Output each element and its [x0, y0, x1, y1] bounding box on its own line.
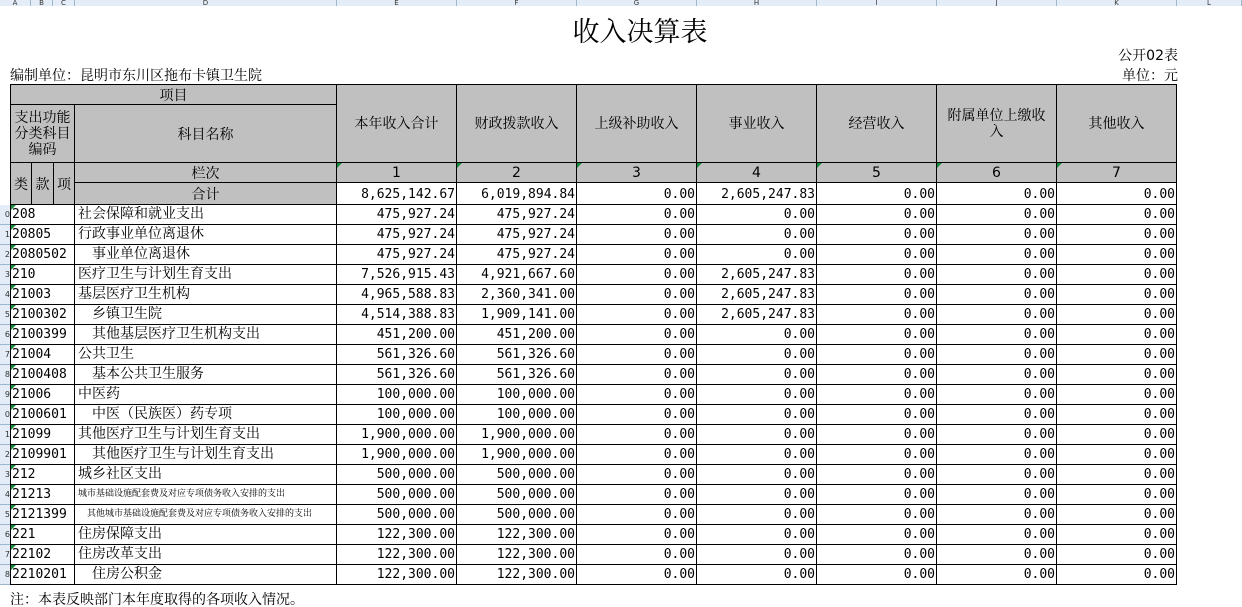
row-value-7[interactable]: 0.00: [1057, 365, 1177, 385]
row-value-7[interactable]: 0.00: [1057, 465, 1177, 485]
row-subject-name[interactable]: 事业单位离退休: [75, 245, 337, 265]
cell-marker-icon: [11, 205, 16, 210]
row-subject-name[interactable]: 中医药: [75, 385, 337, 405]
row-subject-name[interactable]: 其他基层医疗卫生机构支出: [75, 325, 337, 345]
row-value-4[interactable]: 0.00: [697, 365, 817, 385]
row-value-5[interactable]: 0.00: [817, 565, 937, 585]
row-number: 4: [0, 285, 10, 305]
row-value-2[interactable]: 122,300.00: [457, 525, 577, 545]
column-header-c[interactable]: C: [53, 0, 75, 6]
row-value-4[interactable]: 0.00: [697, 445, 817, 465]
row-value-2[interactable]: 100,000.00: [457, 405, 577, 425]
row-value-5[interactable]: 0.00: [817, 505, 937, 525]
header-column-2: 财政拨款收入: [457, 84, 577, 163]
row-value-2[interactable]: 561,326.60: [457, 365, 577, 385]
header-column-4: 事业收入: [697, 84, 817, 163]
row-number: 3: [0, 265, 10, 285]
cell-marker-icon: [11, 565, 16, 570]
column-header-l[interactable]: L: [1177, 0, 1242, 6]
row-value-1[interactable]: 451,200.00: [337, 325, 457, 345]
header-item: 项目: [10, 84, 337, 105]
row-value-3[interactable]: 0.00: [577, 525, 697, 545]
row-code[interactable]: 2100302: [10, 305, 75, 325]
row-value-4[interactable]: 0.00: [697, 385, 817, 405]
total-value-6[interactable]: 0.00: [937, 183, 1057, 205]
row-value-7[interactable]: 0.00: [1057, 445, 1177, 465]
row-subject-name[interactable]: 行政事业单位离退休: [75, 225, 337, 245]
row-number: 7: [0, 345, 10, 365]
row-number: 5: [0, 305, 10, 325]
row-value-7[interactable]: 0.00: [1057, 525, 1177, 545]
row-value-1[interactable]: 500,000.00: [337, 485, 457, 505]
row-value-5[interactable]: 0.00: [817, 465, 937, 485]
row-value-1[interactable]: 4,965,588.83: [337, 285, 457, 305]
cell-marker-icon: [337, 163, 342, 168]
row-value-5[interactable]: 0.00: [817, 365, 937, 385]
column-number-1: 1: [337, 163, 457, 183]
cell-marker-icon: [11, 225, 16, 230]
header-column-1: 本年收入合计: [337, 84, 457, 163]
header-column-3: 上级补助收入: [577, 84, 697, 163]
row-value-2[interactable]: 500,000.00: [457, 465, 577, 485]
header-xiang: 项: [54, 163, 75, 205]
row-value-6[interactable]: 0.00: [937, 485, 1057, 505]
row-subject-name[interactable]: 城乡社区支出: [75, 465, 337, 485]
row-value-7[interactable]: 0.00: [1057, 485, 1177, 505]
row-value-7[interactable]: 0.00: [1057, 425, 1177, 445]
row-value-6[interactable]: 0.00: [937, 505, 1057, 525]
row-value-4[interactable]: 0.00: [697, 405, 817, 425]
row-value-4[interactable]: 0.00: [697, 565, 817, 585]
row-value-1[interactable]: 475,927.24: [337, 245, 457, 265]
total-value-4[interactable]: 2,605,247.83: [697, 183, 817, 205]
cell-marker-icon: [11, 345, 16, 350]
column-header-i[interactable]: I: [817, 0, 937, 6]
cell-marker-icon: [577, 163, 582, 168]
row-value-2[interactable]: 500,000.00: [457, 505, 577, 525]
cell-marker-icon: [697, 163, 702, 168]
cell-marker-icon: [937, 163, 942, 168]
column-header-d[interactable]: D: [75, 0, 337, 6]
row-code[interactable]: 208: [10, 205, 75, 225]
row-subject-name[interactable]: 基本公共卫生服务: [75, 365, 337, 385]
cell-marker-icon: [11, 285, 16, 290]
column-header-e[interactable]: E: [337, 0, 457, 6]
row-value-1[interactable]: 1,900,000.00: [337, 425, 457, 445]
column-header-j[interactable]: J: [937, 0, 1057, 6]
row-value-1[interactable]: 122,300.00: [337, 545, 457, 565]
row-value-6[interactable]: 0.00: [937, 365, 1057, 385]
row-value-1[interactable]: 475,927.24: [337, 205, 457, 225]
row-value-2[interactable]: 475,927.24: [457, 205, 577, 225]
row-subject-name[interactable]: 医疗卫生与计划生育支出: [75, 265, 337, 285]
cell-marker-icon: [11, 305, 16, 310]
row-code[interactable]: 2100408: [10, 365, 75, 385]
row-value-3[interactable]: 0.00: [577, 285, 697, 305]
header-column-5: 经营收入: [817, 84, 937, 163]
row-code[interactable]: 2100399: [10, 325, 75, 345]
row-code[interactable]: 21099: [10, 425, 75, 445]
row-value-4[interactable]: 0.00: [697, 225, 817, 245]
row-value-7[interactable]: 0.00: [1057, 225, 1177, 245]
row-value-5[interactable]: 0.00: [817, 245, 937, 265]
row-value-6[interactable]: 0.00: [937, 525, 1057, 545]
cell-marker-icon: [11, 485, 16, 490]
row-value-6[interactable]: 0.00: [937, 565, 1057, 585]
row-value-3[interactable]: 0.00: [577, 365, 697, 385]
header-lanci: 栏次: [75, 163, 337, 183]
row-value-4[interactable]: 0.00: [697, 485, 817, 505]
row-value-7[interactable]: 0.00: [1057, 285, 1177, 305]
row-value-3[interactable]: 0.00: [577, 485, 697, 505]
row-value-1[interactable]: 122,300.00: [337, 565, 457, 585]
column-number-2: 2: [457, 163, 577, 183]
row-number: 2: [0, 445, 10, 465]
cell-marker-icon: [11, 425, 16, 430]
row-value-6[interactable]: 0.00: [937, 245, 1057, 265]
row-value-7[interactable]: 0.00: [1057, 345, 1177, 365]
row-number: 6: [0, 325, 10, 345]
cell-marker-icon: [11, 505, 16, 510]
row-value-2[interactable]: 100,000.00: [457, 385, 577, 405]
organization-label: 编制单位：昆明市东川区拖布卡镇卫生院: [10, 68, 262, 84]
row-value-6[interactable]: 0.00: [937, 545, 1057, 565]
row-subject-name[interactable]: 其他城市基础设施配套费及对应专项债务收入安排的支出: [75, 505, 337, 525]
row-value-2[interactable]: 451,200.00: [457, 325, 577, 345]
column-header-h[interactable]: H: [697, 0, 817, 6]
table-note: 注：本表反映部门本年度取得的各项收入情况。: [10, 592, 304, 607]
row-value-3[interactable]: 0.00: [577, 225, 697, 245]
row-value-6[interactable]: 0.00: [937, 385, 1057, 405]
row-value-6[interactable]: 0.00: [937, 305, 1057, 325]
cell-marker-icon: [11, 265, 16, 270]
row-code[interactable]: 21004: [10, 345, 75, 365]
row-code[interactable]: 2109901: [10, 445, 75, 465]
header-function-code: 支出功能分类科目编码: [10, 105, 75, 163]
row-value-3[interactable]: 0.00: [577, 325, 697, 345]
row-value-6[interactable]: 0.00: [937, 425, 1057, 445]
row-code[interactable]: 21213: [10, 485, 75, 505]
unit-label: 单位：元: [1122, 68, 1178, 84]
row-number: 1: [0, 425, 10, 445]
row-value-7[interactable]: 0.00: [1057, 545, 1177, 565]
row-value-4[interactable]: 0.00: [697, 345, 817, 365]
row-value-7[interactable]: 0.00: [1057, 565, 1177, 585]
row-subject-name[interactable]: 住房公积金: [75, 565, 337, 585]
row-value-2[interactable]: 1,900,000.00: [457, 445, 577, 465]
row-value-7[interactable]: 0.00: [1057, 245, 1177, 265]
row-value-4[interactable]: 2,605,247.83: [697, 265, 817, 285]
row-value-5[interactable]: 0.00: [817, 385, 937, 405]
header-column-6: 附属单位上缴收入: [937, 84, 1057, 163]
cell-marker-icon: [817, 163, 822, 168]
cell-marker-icon: [11, 545, 16, 550]
row-value-1[interactable]: 7,526,915.43: [337, 265, 457, 285]
column-number-6: 6: [937, 163, 1057, 183]
row-value-2[interactable]: 475,927.24: [457, 245, 577, 265]
row-value-4[interactable]: 0.00: [697, 205, 817, 225]
cell-marker-icon: [11, 465, 16, 470]
total-value-7[interactable]: 0.00: [1057, 183, 1177, 205]
row-value-4[interactable]: 2,605,247.83: [697, 285, 817, 305]
total-value-5[interactable]: 0.00: [817, 183, 937, 205]
row-value-1[interactable]: 100,000.00: [337, 405, 457, 425]
row-value-1[interactable]: 100,000.00: [337, 385, 457, 405]
row-value-5[interactable]: 0.00: [817, 285, 937, 305]
row-number: 0: [0, 405, 10, 425]
row-code[interactable]: 212: [10, 465, 75, 485]
row-value-1[interactable]: 500,000.00: [337, 505, 457, 525]
row-value-1[interactable]: 4,514,388.83: [337, 305, 457, 325]
row-code[interactable]: 2121399: [10, 505, 75, 525]
column-header-g[interactable]: G: [577, 0, 697, 6]
row-value-3[interactable]: 0.00: [577, 345, 697, 365]
row-value-4[interactable]: 0.00: [697, 525, 817, 545]
row-subject-name[interactable]: 基层医疗卫生机构: [75, 285, 337, 305]
row-number: 8: [0, 565, 10, 585]
row-value-6[interactable]: 0.00: [937, 285, 1057, 305]
row-code[interactable]: 21006: [10, 385, 75, 405]
row-number: 9: [0, 385, 10, 405]
row-subject-name[interactable]: 住房改革支出: [75, 545, 337, 565]
row-value-2[interactable]: 1,909,141.00: [457, 305, 577, 325]
row-value-3[interactable]: 0.00: [577, 565, 697, 585]
row-number: 0: [0, 205, 10, 225]
row-code[interactable]: 22102: [10, 545, 75, 565]
row-value-5[interactable]: 0.00: [817, 225, 937, 245]
row-value-7[interactable]: 0.00: [1057, 385, 1177, 405]
row-value-4[interactable]: 0.00: [697, 505, 817, 525]
column-header-a[interactable]: A: [0, 0, 31, 6]
column-number-7: 7: [1057, 163, 1177, 183]
row-subject-name[interactable]: 社会保障和就业支出: [75, 205, 337, 225]
row-value-3[interactable]: 0.00: [577, 425, 697, 445]
row-code[interactable]: 2080502: [10, 245, 75, 265]
row-value-4[interactable]: 0.00: [697, 545, 817, 565]
row-number: 6: [0, 525, 10, 545]
row-value-7[interactable]: 0.00: [1057, 405, 1177, 425]
row-value-1[interactable]: 561,326.60: [337, 365, 457, 385]
column-header-k[interactable]: K: [1057, 0, 1177, 6]
row-value-7[interactable]: 0.00: [1057, 325, 1177, 345]
column-header-b[interactable]: B: [31, 0, 53, 6]
row-value-3[interactable]: 0.00: [577, 305, 697, 325]
report-title: 收入决算表: [572, 17, 708, 46]
row-number: 8: [0, 365, 10, 385]
row-subject-name[interactable]: 住房保障支出: [75, 525, 337, 545]
cell-marker-icon: [11, 445, 16, 450]
row-number: 7: [0, 545, 10, 565]
row-value-5[interactable]: 0.00: [817, 265, 937, 285]
row-value-2[interactable]: 2,360,341.00: [457, 285, 577, 305]
header-subject-name: 科目名称: [75, 105, 337, 163]
row-value-3[interactable]: 0.00: [577, 385, 697, 405]
row-value-4[interactable]: 2,605,247.83: [697, 305, 817, 325]
column-number-5: 5: [817, 163, 937, 183]
cell-marker-icon: [11, 405, 16, 410]
row-subject-name[interactable]: 其他医疗卫生与计划生育支出: [75, 425, 337, 445]
cell-marker-icon: [11, 365, 16, 370]
row-code[interactable]: 2210201: [10, 565, 75, 585]
row-value-4[interactable]: 0.00: [697, 465, 817, 485]
row-value-3[interactable]: 0.00: [577, 265, 697, 285]
row-value-3[interactable]: 0.00: [577, 405, 697, 425]
row-value-2[interactable]: 561,326.60: [457, 345, 577, 365]
row-value-5[interactable]: 0.00: [817, 205, 937, 225]
row-value-6[interactable]: 0.00: [937, 465, 1057, 485]
row-value-7[interactable]: 0.00: [1057, 505, 1177, 525]
row-value-6[interactable]: 0.00: [937, 325, 1057, 345]
row-value-3[interactable]: 0.00: [577, 505, 697, 525]
row-value-3[interactable]: 0.00: [577, 465, 697, 485]
row-value-7[interactable]: 0.00: [1057, 205, 1177, 225]
row-value-2[interactable]: 122,300.00: [457, 565, 577, 585]
row-code[interactable]: 210: [10, 265, 75, 285]
row-value-6[interactable]: 0.00: [937, 405, 1057, 425]
total-label: 合计: [75, 183, 337, 205]
row-value-1[interactable]: 500,000.00: [337, 465, 457, 485]
row-value-5[interactable]: 0.00: [817, 545, 937, 565]
row-value-3[interactable]: 0.00: [577, 205, 697, 225]
row-value-4[interactable]: 0.00: [697, 325, 817, 345]
row-value-6[interactable]: 0.00: [937, 445, 1057, 465]
row-value-1[interactable]: 561,326.60: [337, 345, 457, 365]
form-number: 公开02表: [1118, 48, 1178, 64]
row-value-4[interactable]: 0.00: [697, 245, 817, 265]
total-value-3[interactable]: 0.00: [577, 183, 697, 205]
row-subject-name[interactable]: 中医（民族医）药专项: [75, 405, 337, 425]
header-kuan: 款: [32, 163, 54, 205]
row-value-3[interactable]: 0.00: [577, 245, 697, 265]
row-value-5[interactable]: 0.00: [817, 405, 937, 425]
row-value-3[interactable]: 0.00: [577, 545, 697, 565]
row-number: 4: [0, 485, 10, 505]
cell-marker-icon: [11, 525, 16, 530]
header-lei: 类: [10, 163, 32, 205]
row-value-2[interactable]: 122,300.00: [457, 545, 577, 565]
cell-marker-icon: [11, 245, 16, 250]
row-value-6[interactable]: 0.00: [937, 205, 1057, 225]
row-value-5[interactable]: 0.00: [817, 525, 937, 545]
row-value-5[interactable]: 0.00: [817, 325, 937, 345]
column-header-f[interactable]: F: [457, 0, 577, 6]
row-value-2[interactable]: 475,927.24: [457, 225, 577, 245]
row-subject-name[interactable]: 城市基础设施配套费及对应专项债务收入安排的支出: [75, 485, 337, 505]
row-value-1[interactable]: 1,900,000.00: [337, 445, 457, 465]
cell-marker-icon: [11, 325, 16, 330]
row-value-2[interactable]: 500,000.00: [457, 485, 577, 505]
row-value-6[interactable]: 0.00: [937, 345, 1057, 365]
row-subject-name[interactable]: 乡镇卫生院: [75, 305, 337, 325]
cell-marker-icon: [11, 385, 16, 390]
cell-marker-icon: [457, 163, 462, 168]
row-value-5[interactable]: 0.00: [817, 485, 937, 505]
row-number: 1: [0, 225, 10, 245]
row-number: 5: [0, 505, 10, 525]
column-number-3: 3: [577, 163, 697, 183]
row-code[interactable]: 20805: [10, 225, 75, 245]
total-value-2[interactable]: 6,019,894.84: [457, 183, 577, 205]
row-value-5[interactable]: 0.00: [817, 345, 937, 365]
row-subject-name[interactable]: 公共卫生: [75, 345, 337, 365]
row-value-7[interactable]: 0.00: [1057, 265, 1177, 285]
header-column-7: 其他收入: [1057, 84, 1177, 163]
row-value-5[interactable]: 0.00: [817, 305, 937, 325]
row-value-2[interactable]: 4,921,667.60: [457, 265, 577, 285]
row-number: 3: [0, 465, 10, 485]
row-value-1[interactable]: 122,300.00: [337, 525, 457, 545]
row-number: 2: [0, 245, 10, 265]
row-value-6[interactable]: 0.00: [937, 265, 1057, 285]
row-value-5[interactable]: 0.00: [817, 445, 937, 465]
row-value-5[interactable]: 0.00: [817, 425, 937, 445]
cell-marker-icon: [1057, 163, 1062, 168]
row-code[interactable]: 221: [10, 525, 75, 545]
row-value-2[interactable]: 1,900,000.00: [457, 425, 577, 445]
row-value-1[interactable]: 475,927.24: [337, 225, 457, 245]
row-value-4[interactable]: 0.00: [697, 425, 817, 445]
row-code[interactable]: 2100601: [10, 405, 75, 425]
total-value-1[interactable]: 8,625,142.67: [337, 183, 457, 205]
row-code[interactable]: 21003: [10, 285, 75, 305]
row-value-3[interactable]: 0.00: [577, 445, 697, 465]
row-value-6[interactable]: 0.00: [937, 225, 1057, 245]
row-value-7[interactable]: 0.00: [1057, 305, 1177, 325]
column-number-4: 4: [697, 163, 817, 183]
row-subject-name[interactable]: 其他医疗卫生与计划生育支出: [75, 445, 337, 465]
